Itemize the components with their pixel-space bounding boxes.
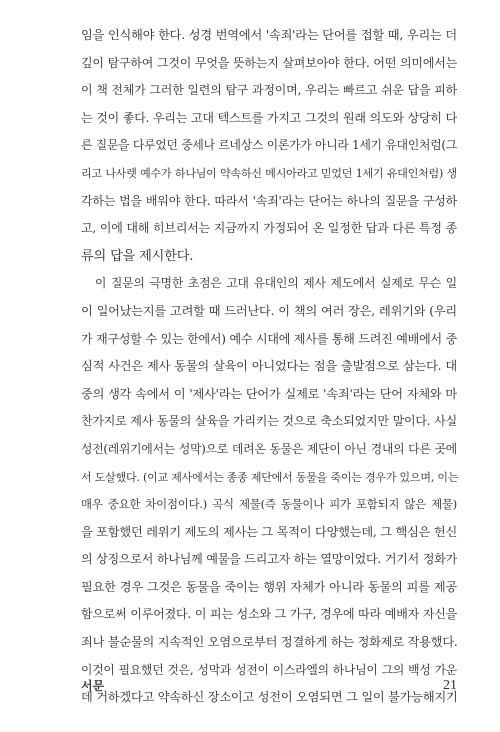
text-line: 찬가지로 제사 동물의 살육을 가리키는 것으로 축소되었지만 말이다. 사실 bbox=[81, 414, 457, 429]
text-line: 는 것이 좋다. 우리는 고대 텍스트를 가지고 그것의 원래 의도와 상당히 다 bbox=[81, 110, 457, 125]
running-head: 서문 bbox=[81, 679, 105, 693]
text-line: 리고 나사렛 예수가 하나님이 약속하신 메시아라고 믿었던 1세기 유대인처럼) 생 bbox=[81, 166, 457, 180]
text-line: 이 질문의 극명한 초점은 고대 유대인의 제사 제도에서 실제로 무슨 일 bbox=[95, 276, 457, 291]
text-line: 함으로써 이루어졌다. 이 피는 성소와 그 가구, 경우에 따라 예배자 자신을 bbox=[81, 607, 457, 622]
text-line: 중의 생각 속에서 이 '제사'라는 단어가 실제로 '속죄'라는 단어 자체와 마 bbox=[81, 386, 457, 401]
text-line: 가 재구성할 수 있는 한에서) 예수 시대에 제사를 통해 드려진 예배에서 중 bbox=[81, 331, 457, 346]
text-line: 깊이 탐구하여 그것이 무엇을 뜻하는지 살펴보아야 한다. 어떤 의미에서는 bbox=[81, 55, 457, 70]
text-line: 이 책 전체가 그러한 일련의 탐구 과정이며, 우리는 빠르고 쉬운 답을 피하 bbox=[81, 83, 457, 98]
text-line: 이 일어났는지를 고려할 때 드러난다. 이 책의 여러 장은, 레위기와 (우리 bbox=[81, 303, 457, 318]
text-line: 고, 이에 대해 히브리서는 지금까지 가정되어 온 일정한 답과 다른 특정 종 bbox=[81, 221, 457, 236]
text-line: 서 도살했다. (이교 제사에서는 종종 제단에서 동물을 죽이는 경우가 있으며, 이는 bbox=[81, 470, 459, 484]
text-line: 류의 답을 제시한다. bbox=[81, 248, 194, 264]
text-line: 각하는 법을 배워야 한다. 따라서 '속죄'라는 단어는 하나의 질문을 구성하 bbox=[81, 193, 457, 208]
text-line: 른 질문을 다루었던 중세나 르네상스 이론가가 아니라 1세기 유대인처럼(그 bbox=[81, 138, 457, 153]
text-line: 필요한 경우 그것은 동물을 죽이는 행위 자체가 아니라 동물의 피를 제공 bbox=[81, 579, 457, 594]
text-line: 심적 사건은 제사 동물의 살육이 아니었다는 점을 출발점으로 삼는다. 대 bbox=[81, 359, 457, 374]
body-text bbox=[81, 22, 457, 712]
text-line: 임을 인식해야 한다. 성경 번역에서 '속죄'라는 단어를 접할 때, 우리는 더 bbox=[81, 28, 457, 42]
text-line: 을 포함했던 레위기 제도의 제사는 그 목적이 다양했는데, 그 핵심은 헌신 bbox=[81, 524, 458, 539]
text-line: 죄나 불순물의 지속적인 오염으로부터 정결하게 하는 정화제로 작용했다. bbox=[81, 635, 458, 650]
text-line: 매우 중요한 차이점이다.) 곡식 제물(즉 동물이나 피가 포함되지 않은 제물) bbox=[81, 497, 457, 512]
page-number: 21 bbox=[443, 678, 457, 693]
text-line: 성전(레위기에서는 성막)으로 데려온 동물은 제단이 아닌 경내의 다른 곳에 bbox=[81, 441, 457, 456]
page-footer bbox=[81, 676, 457, 696]
text-line: 이것이 필요했던 것은, 성막과 성전이 이스라엘의 하나님이 그의 백성 가운 bbox=[81, 662, 457, 677]
text-line: 데 거하겠다고 약속하신 장소이고 성전이 오염되면 그 일이 불가능해지기 bbox=[81, 690, 458, 705]
text-line: 의 상징으로서 하나님께 예물을 드리고자 하는 열망이었다. 거기서 정화가 bbox=[81, 552, 457, 567]
